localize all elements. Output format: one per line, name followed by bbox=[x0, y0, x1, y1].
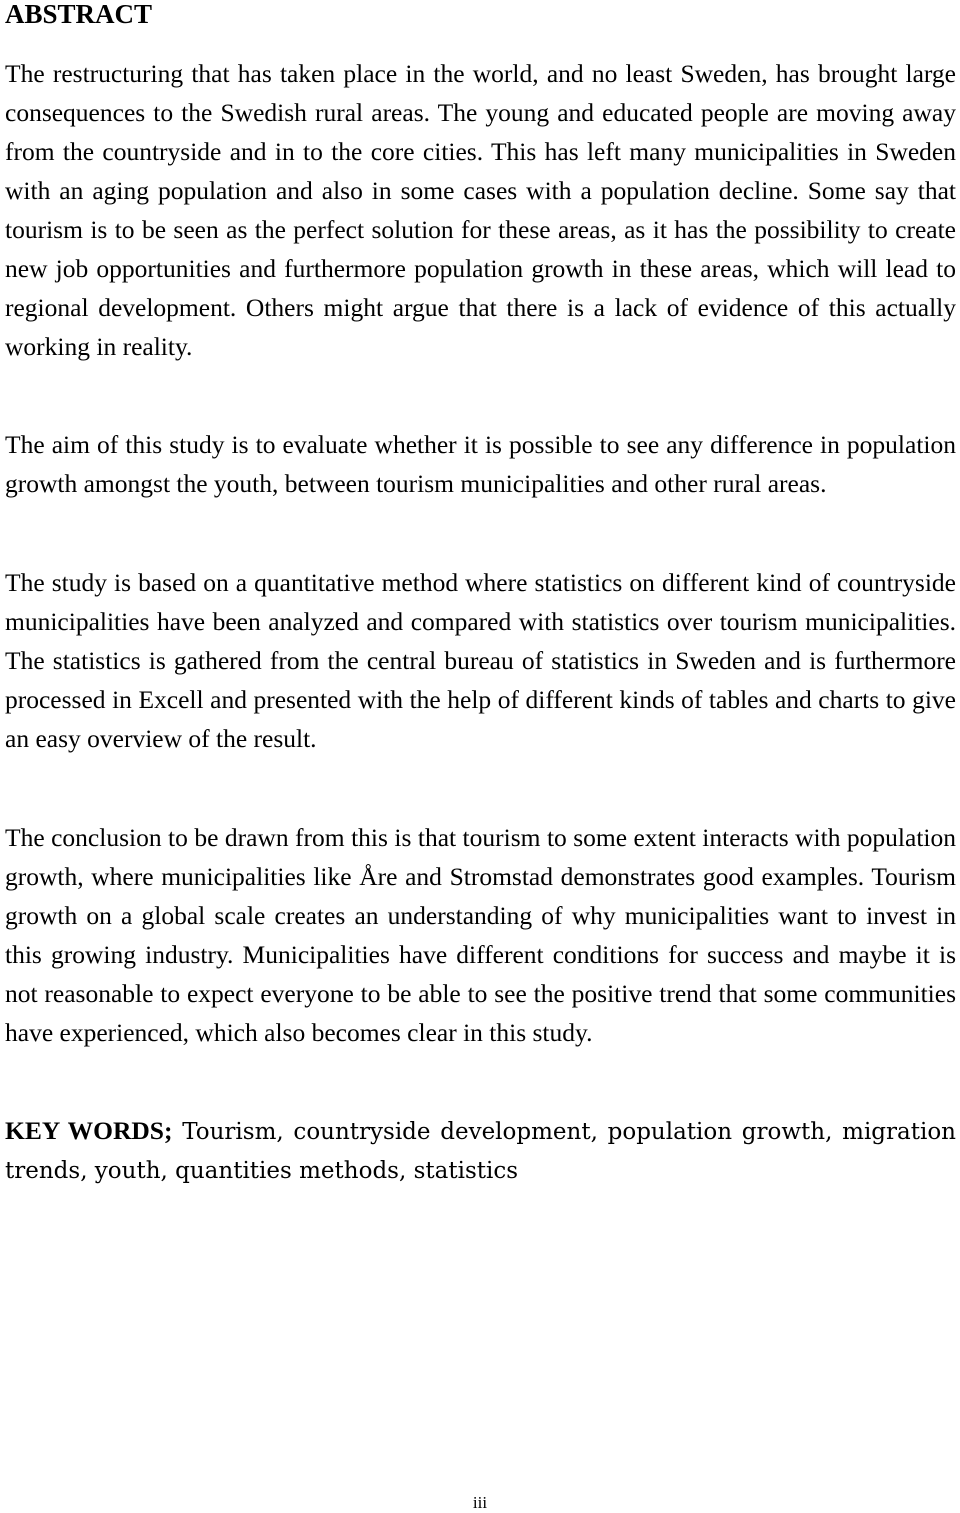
keywords-line bbox=[5, 1111, 956, 1191]
document-page bbox=[5, 0, 956, 1184]
abstract-paragraph-4: The conclusion to be drawn from this is that tourism to some extent interacts with population growth, where municipalities like Åre and Stromstad demonstrates good examples. Tourism growth on a global scale creates an understanding of why municipalities want to invest in this growing industry. Municipalities have different conditions for success and maybe it is not reasonable to expect everyone to be able to see the positive trend that some communities have experienced, which also becomes clear in this study. bbox=[5, 823, 956, 1047]
keywords-label: KEY WORDS; bbox=[5, 1116, 173, 1145]
abstract-paragraph-1: The restructuring that has taken place in the world, and no least Sweden, has brought large consequences to the Swedish rural areas. The young and educated people are moving away from the countryside and in to the core cities. This has left many municipalities in Sweden with an aging population and also in some cases with a population decline. Some say that tourism is to be seen as the perfect solution for these areas, as it has the possibility to create new job opportunities and furthermore population growth in these areas, which will lead to regional development. Others might argue that there is a lack of evidence of this actually working in reality. bbox=[5, 59, 956, 361]
keywords-text: Tourism, countryside development, population growth, migration trends, youth, quantities methods, statistics bbox=[5, 1119, 956, 1184]
abstract-paragraph-2: The aim of this study is to evaluate whether it is possible to see any difference in population growth amongst the youth, between tourism municipalities and other rural areas. bbox=[5, 430, 956, 498]
abstract-paragraph-3: The study is based on a quantitative method where statistics on different kind of countryside municipalities have been analyzed and compared with statistics over tourism municipalities. The statistics is gathered from the central bureau of statistics in Sweden and is furthermore processed in Excell and presented with the help of different kinds of tables and charts to give an easy overview of the result. bbox=[5, 568, 956, 753]
section-heading: ABSTRACT bbox=[5, 0, 153, 29]
page-number: iii bbox=[472, 1493, 488, 1512]
